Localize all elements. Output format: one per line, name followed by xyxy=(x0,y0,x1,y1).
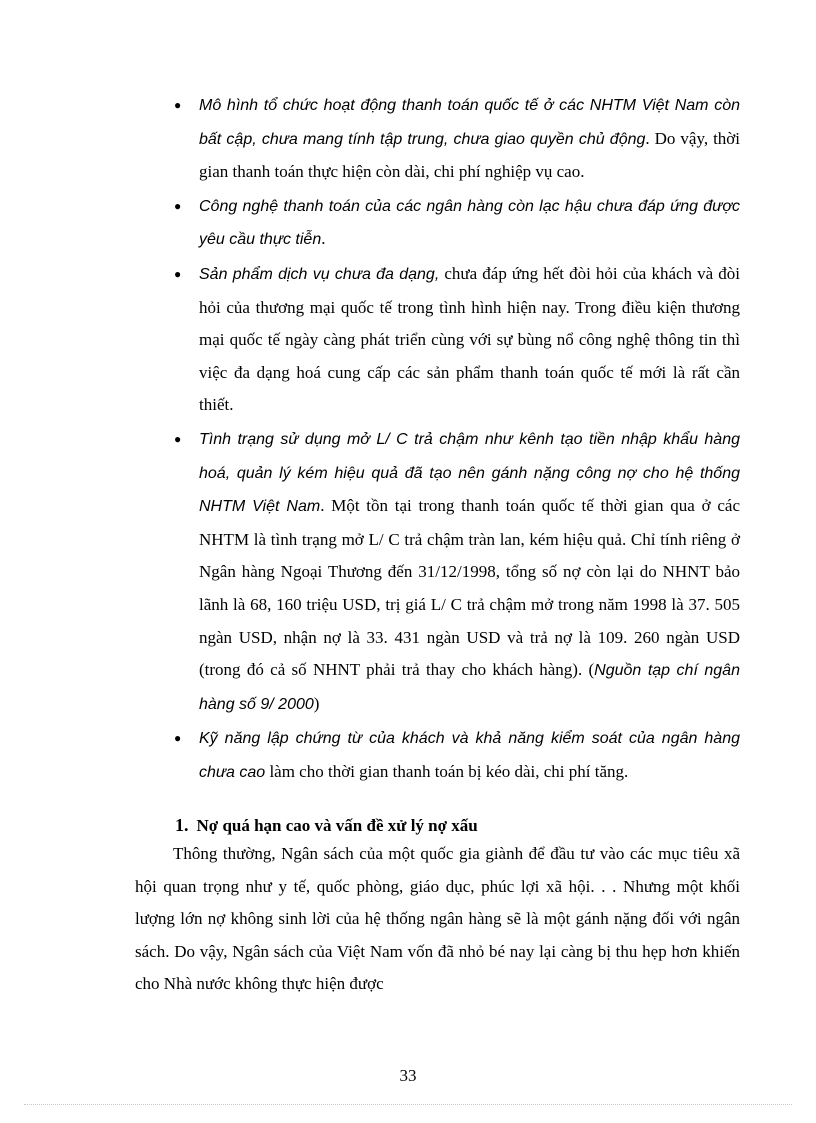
bullet-text: chưa đáp ứng hết đòi hỏi của khách và đòi hỏi của thương mại quốc tế trong tình hình hiện nay. Trong điều kiện thương mại quốc tế ngày càng phát triển cùng với sự bùng nổ công nghệ thông tin thì việc đa dạng hoá cung cấp các sản phẩm thanh toán quốc tế mới là rất cần thiết. xyxy=(199,263,740,415)
section-number: 1. xyxy=(175,815,189,835)
bullet-text: làm cho thời gian thanh toán bị kéo dài, chi phí tăng. xyxy=(265,761,629,781)
bullet-italic-text: Mô hình tổ chức hoạt động thanh toán quốc tế ở các NHTM Việt Nam còn bất cập, chưa mang tính tập trung, chưa giao quyền chủ động xyxy=(199,97,740,148)
bullet-item-1 xyxy=(172,89,740,189)
bullet-item-5 xyxy=(172,722,740,789)
bullet-text: . Do vậy, thời gian thanh toán thực hiện còn dài, chi phí nghiệp vụ cao. xyxy=(199,128,741,182)
bullet-item-3 xyxy=(172,258,740,422)
bullet-item-2 xyxy=(172,190,740,257)
bullet-text-end: ) xyxy=(313,693,320,713)
bullet-italic-text: Công nghệ thanh toán của các ngân hàng còn lạc hậu chưa đáp ứng được yêu cầu thực tiễn xyxy=(199,197,740,249)
bullet-icon: ● xyxy=(174,198,182,213)
page-number: 33 xyxy=(399,1066,417,1085)
bullet-italic-text: Kỹ năng lập chứng từ của khách và khả năng kiểm soát của ngân hàng chưa cao xyxy=(199,730,740,781)
bullet-italic-text: Sản phẩm dịch vụ chưa đa dạng, xyxy=(199,265,440,283)
section-title: Nợ quá hạn cao và vấn đề xử lý nợ xấu xyxy=(196,816,478,835)
bullet-text: . xyxy=(321,229,326,249)
bullet-list xyxy=(172,89,740,790)
section-heading xyxy=(175,810,478,841)
page-bottom-divider xyxy=(24,1104,792,1105)
bullet-icon: ● xyxy=(174,266,182,281)
bullet-item-4 xyxy=(172,423,740,721)
source-citation: Nguồn tạp chí ngân hàng số 9/ 2000 xyxy=(199,662,740,713)
bullet-icon: ● xyxy=(174,431,182,446)
bullet-text: . Một tồn tại trong thanh toán quốc tế thời gian qua ở các NHTM là tình trạng mở L/ C trả chậm tràn lan, kém hiệu quả. Chỉ tính riêng ở Ngân hàng Ngoại Thương đến 31/12/1998, tổng số nợ còn lại do NHNT bảo lãnh là 68, 160 triệu USD, trị giá L/ C trả chậm mở trong năm 1998 là 37. 505 ngàn USD, nhận nợ là 33. 431 ngàn USD và trả nợ là 109. 260 ngàn USD (trong đó cả số NHNT phải trả thay cho khách hàng). ( xyxy=(199,496,740,680)
body-paragraph: Thông thường, Ngân sách của một quốc gia giành để đầu tư vào các mục tiêu xã hội quan trọng như y tế, quốc phòng, giáo dục, phúc lợi xã hội. . . Nhưng một khối lượng lớn nợ không sinh lời của hệ thống ngân hàng sẽ là một gánh nặng đối với ngân sách. Do vậy, Ngân sách của Việt Nam vốn đã nhỏ bé nay lại càng bị thu hẹp hơn khiến cho Nhà nước không thực hiện được xyxy=(135,844,740,994)
bullet-icon: ● xyxy=(174,731,182,746)
bullet-icon: ● xyxy=(174,98,182,112)
bullet-italic-text: Tình trạng sử dụng mở L/ C trả chậm như kênh tạo tiền nhập khẩu hàng hoá, quản lý kém hiệu quả đã tạo nên gánh nặng công nợ cho hệ thống NHTM Việt Nam xyxy=(199,430,740,516)
